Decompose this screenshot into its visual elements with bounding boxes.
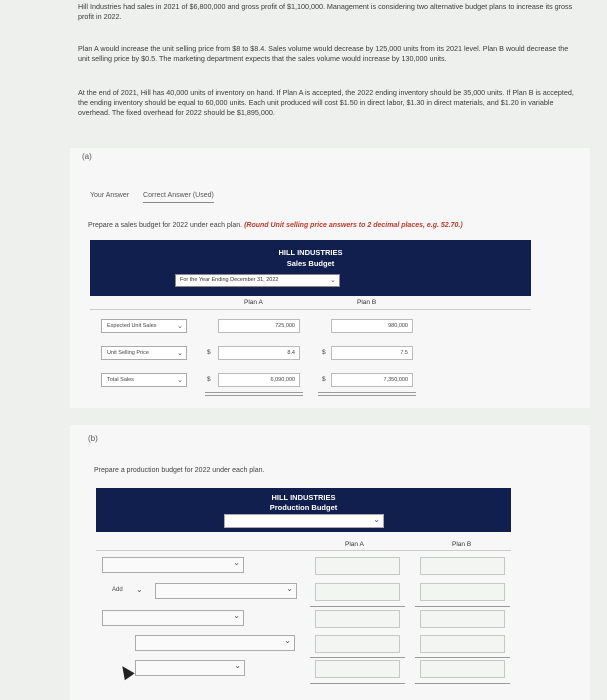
dollar-sign: $ [322,349,326,356]
row-label-select[interactable] [155,583,297,599]
double-underline [205,392,303,393]
plan-a-input[interactable] [315,583,400,601]
plan-b-input[interactable] [420,660,505,678]
plan-a-expected-unit-sales[interactable]: 725,000 [218,319,300,333]
plan-a-input[interactable] [315,635,400,653]
underline [415,606,510,607]
plan-a-input[interactable] [315,660,400,678]
instruction-text: Prepare a sales budget for 2022 under each plan. [88,222,243,229]
double-underline [205,395,303,396]
part-b-label: (b) [88,434,98,443]
chevron-down-icon: ⌄ [233,611,240,620]
double-underline [415,683,510,684]
double-underline [318,392,416,393]
add-label: Add [112,587,123,593]
row-label-select[interactable]: Total Sales ⌄ [101,373,187,387]
row-label-select[interactable]: Unit Selling Price ⌄ [101,346,187,360]
plan-b-input[interactable] [420,583,505,601]
double-underline [310,683,405,684]
chevron-down-icon: ⌄ [373,515,380,524]
underline [415,657,510,658]
plan-b-total-sales[interactable]: 7,350,000 [331,373,413,387]
underline [310,657,405,658]
plan-b-input[interactable] [420,610,505,628]
part-b-instruction: Prepare a production budget for 2022 under each plan. [94,467,265,474]
header-divider [90,309,531,310]
chevron-down-icon: ⌄ [284,636,291,645]
chevron-down-icon: ⌄ [233,558,240,567]
problem-paragraph-3: At the end of 2021, Hill has 40,000 units of inventory on hand. If Plan A is accepted, the 2022 ending inventory should be 35,000 units. If Plan B is accepted, the ending inventory should be equal to 60,000 units. Each unit produced will cost $1.50 in direct labor, $1.30 in direct materials, and $1.20 in variable overhead. The fixed overhead for 2022 should be $1,895,000. [78,88,574,117]
plan-a-column-header: Plan A [244,299,263,306]
company-name: HILL INDUSTRIES [271,493,336,502]
dollar-sign: $ [207,349,211,356]
part-a-instruction [88,222,463,229]
plan-b-column-header: Plan B [357,299,377,306]
sales-budget-header [90,240,531,296]
row-label-select[interactable] [102,610,244,626]
tab-your-answer[interactable]: Your Answer [90,192,130,199]
period-select[interactable] [224,514,384,528]
row-label-select[interactable]: Expected Unit Sales ⌄ [101,319,187,333]
row-label-select[interactable] [102,557,244,573]
plan-a-total-sales[interactable]: 6,090,000 [218,373,300,387]
row-label-select[interactable] [135,660,245,676]
chevron-down-icon: ⌄ [286,584,293,593]
plan-a-input[interactable] [315,610,400,628]
part-a-label: (a) [82,152,92,161]
plan-a-column-header: Plan A [345,541,364,548]
chevron-down-icon: ⌄ [330,277,336,284]
company-name: HILL INDUSTRIES [278,248,343,257]
plan-b-unit-selling-price[interactable]: 7.5 [331,346,413,360]
plan-b-input[interactable] [420,557,505,575]
answer-tabs [90,192,214,203]
chevron-down-icon: ⌄ [177,350,183,357]
plan-b-expected-unit-sales[interactable]: 980,000 [331,319,413,333]
row-label-select[interactable] [135,635,295,651]
chevron-down-icon: ⌄ [177,377,183,384]
header-divider [96,550,511,551]
dollar-sign: $ [207,376,211,383]
period-select[interactable]: For the Year Ending December 31, 2022 ⌄ [175,274,340,287]
double-underline [318,395,416,396]
instruction-note: (Round Unit selling price answers to 2 decimal places, e.g. 52.70.) [244,222,463,229]
budget-title: Sales Budget [286,259,335,268]
dollar-sign: $ [322,376,326,383]
underline [310,606,405,607]
chevron-down-icon: ⌄ [177,323,183,330]
plan-b-column-header: Plan B [452,541,472,548]
plan-a-unit-selling-price[interactable]: 8.4 [218,346,300,360]
tab-correct-answer[interactable]: Correct Answer (Used) [143,192,214,203]
chevron-down-icon: ⌄ [234,661,241,670]
problem-paragraph-1: Hill Industries had sales in 2021 of $6,800,000 and gross profit of $1,100,000. Management is considering two alternative budget plans to increase its gross profit in 2022. [78,2,573,21]
plan-a-input[interactable] [315,557,400,575]
plan-b-input[interactable] [420,635,505,653]
budget-title: Production Budget [269,503,338,512]
problem-paragraph-2: Plan A would increase the unit selling price from $8 to $8.4. Sales volume would decrease by 125,000 units from its 2021 level. Plan B would decrease the unit selling price by $0.5. The marketing department expects that the sales volume would increase by 130,000 units. [78,44,569,63]
chevron-down-icon: ⌄ [136,585,143,594]
